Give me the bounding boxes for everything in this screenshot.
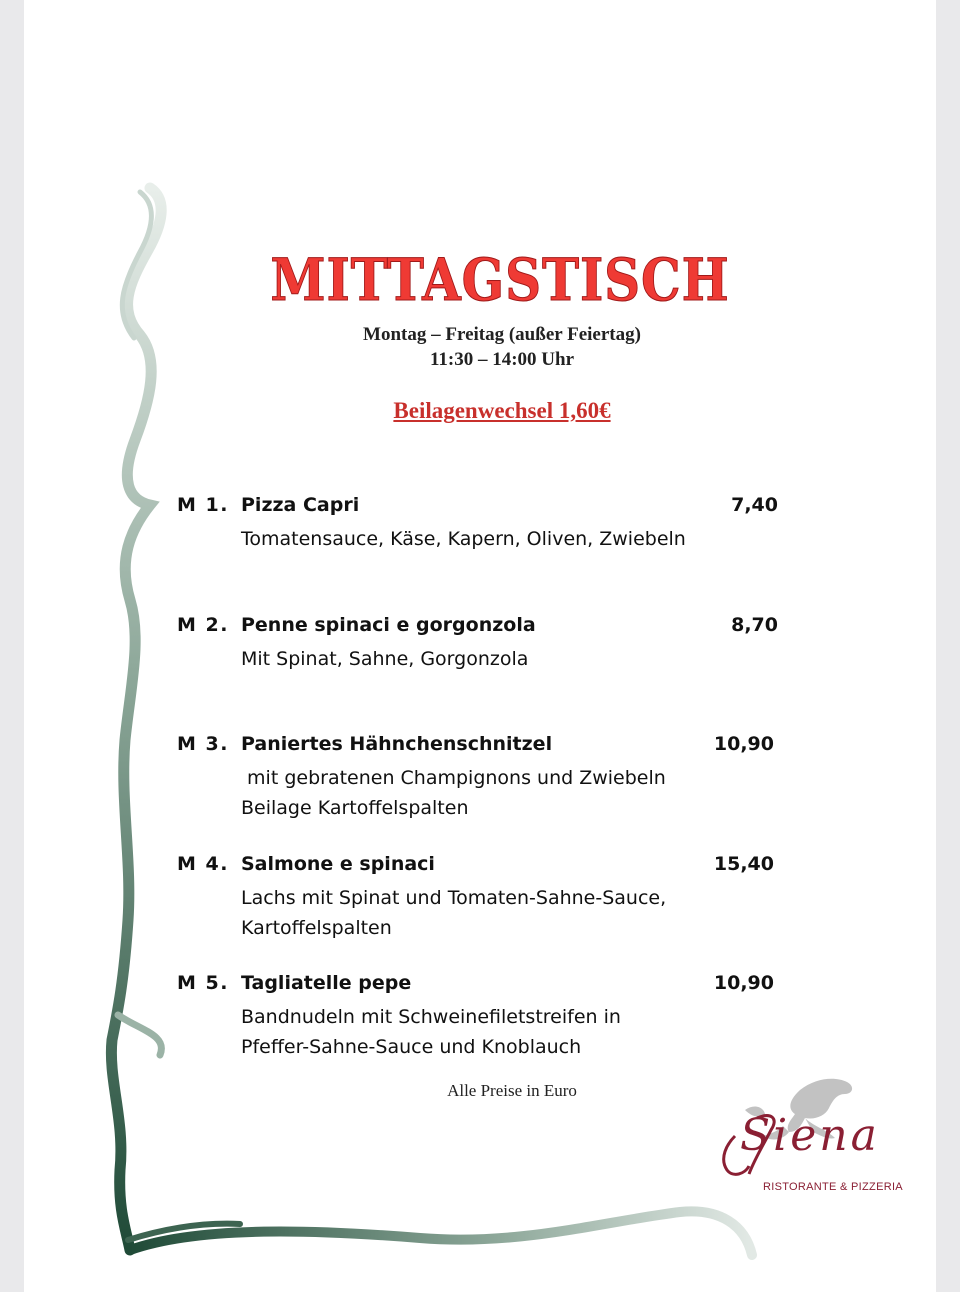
- item-price: 8,70: [731, 614, 778, 636]
- item-name: Penne spinaci e gorgonzola: [241, 614, 536, 636]
- item-price: 10,90: [713, 733, 774, 755]
- item-name: Paniertes Hähnchenschnitzel: [241, 733, 553, 755]
- item-description: mit gebratenen Champignons und Zwiebeln Beilage Kartoffelspalten: [241, 767, 666, 819]
- item-name: Pizza Capri: [241, 494, 360, 516]
- item-price: 10,90: [713, 972, 774, 994]
- logo-wordmark: Siena: [740, 1110, 880, 1161]
- item-price: 7,40: [731, 494, 778, 516]
- item-price: 15,40: [713, 853, 774, 875]
- price-note: Alle Preise in Euro: [447, 1081, 577, 1100]
- menu-title: MITTAGSTISCH: [270, 246, 730, 314]
- item-code: M 2.: [177, 614, 229, 636]
- item-description: Bandnudeln mit Schweinefiletstreifen in Pfeffer-Sahne-Sauce und Knoblauch: [241, 1006, 621, 1058]
- item-description: Mit Spinat, Sahne, Gorgonzola: [241, 648, 529, 670]
- item-name: Tagliatelle pepe: [241, 972, 412, 994]
- item-description: Lachs mit Spinat und Tomaten-Sahne-Sauce, Kartoffelspalten: [241, 887, 667, 939]
- logo-subtitle: RISTORANTE & PIZZERIA: [763, 1181, 903, 1193]
- item-name: Salmone e spinaci: [241, 853, 435, 875]
- item-code: M 3.: [177, 733, 229, 755]
- item-description: Tomatensauce, Käse, Kapern, Oliven, Zwiebeln: [241, 528, 686, 550]
- item-code: M 4.: [177, 853, 229, 875]
- item-code: M 5.: [177, 972, 229, 994]
- item-code: M 1.: [177, 494, 229, 516]
- opening-days: Montag – Freitag (außer Feiertag): [363, 324, 641, 345]
- opening-hours: 11:30 – 14:00 Uhr: [429, 349, 575, 370]
- side-dish-change-note: Beilagenwechsel 1,60€: [393, 398, 611, 423]
